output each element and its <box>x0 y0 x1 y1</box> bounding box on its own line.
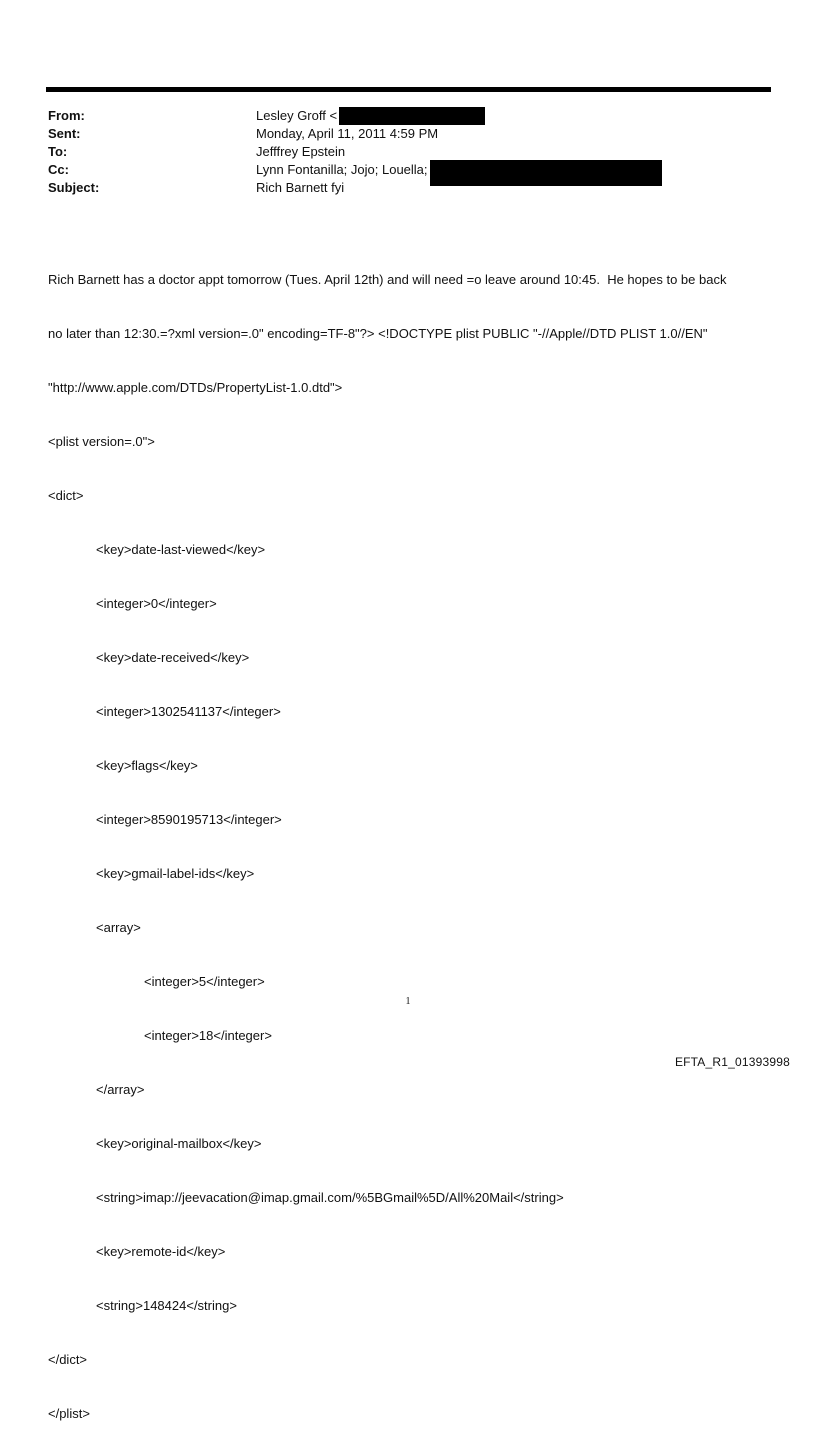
subject-label: Subject: <box>48 180 100 195</box>
body-line: Rich Barnett has a doctor appt tomorrow (Tues. April 12th) and will need =o leave around 10:45. He hopes to be back <box>48 272 727 287</box>
page-number: 1 <box>405 996 411 1007</box>
sent-value: Monday, April 11, 2011 4:59 PM <box>256 126 439 141</box>
cc-label: Cc: <box>48 162 69 177</box>
body-line: <dict> <box>48 488 84 503</box>
cc-names: Lynn Fontanilla; Jojo; Louella; <box>256 162 428 177</box>
body-line: <plist version=.0"> <box>48 434 155 449</box>
cc-row <box>48 161 768 179</box>
sent-row <box>48 125 768 143</box>
body-line: <integer>5</integer> <box>144 974 265 989</box>
to-row <box>48 143 768 161</box>
body-line: <string>148424</string> <box>96 1298 237 1313</box>
from-name: Lesley Groff < <box>256 108 338 123</box>
body-line: no later than 12:30.=?xml version=.0" encoding=TF-8"?> <!DOCTYPE plist PUBLIC "-//Apple//DTD PLIST 1.0//EN" <box>48 326 708 341</box>
to-value: Jefffrey Epstein <box>256 144 346 159</box>
body-line: </array> <box>96 1082 145 1097</box>
from-row <box>48 107 768 125</box>
body-line: <key>gmail-label-ids</key> <box>96 866 255 881</box>
body-line: <key>date-received</key> <box>96 650 250 665</box>
email-header <box>48 107 768 197</box>
body-line: <key>date-last-viewed</key> <box>96 542 266 557</box>
body-line: <array> <box>96 920 141 935</box>
subject-value: Rich Barnett fyi <box>256 180 345 195</box>
sent-label: Sent: <box>48 126 81 141</box>
to-label: To: <box>48 144 68 159</box>
body-line: <string>imap://jeevacation@imap.gmail.com/%5BGmail%5D/All%20Mail</string> <box>96 1190 564 1205</box>
body-line: </dict> <box>48 1352 88 1367</box>
document-id: EFTA_R1_01393998 <box>674 1055 790 1069</box>
redaction-block <box>339 107 485 125</box>
header-divider <box>46 87 771 92</box>
body-line: </plist> <box>48 1406 90 1421</box>
body-line: <integer>8590195713</integer> <box>96 812 282 827</box>
body-line: <integer>18</integer> <box>144 1028 272 1043</box>
body-line: <integer>0</integer> <box>96 596 217 611</box>
body-line: <key>flags</key> <box>96 758 198 773</box>
body-line: "http://www.apple.com/DTDs/PropertyList-1.0.dtd"> <box>48 380 343 395</box>
body-line: <key>original-mailbox</key> <box>96 1136 262 1151</box>
body-line: <key>remote-id</key> <box>96 1244 226 1259</box>
subject-row <box>48 179 768 197</box>
body-line: <integer>1302541137</integer> <box>96 704 281 719</box>
from-label: From: <box>48 108 85 123</box>
email-body <box>48 235 763 1441</box>
from-value <box>256 107 485 125</box>
